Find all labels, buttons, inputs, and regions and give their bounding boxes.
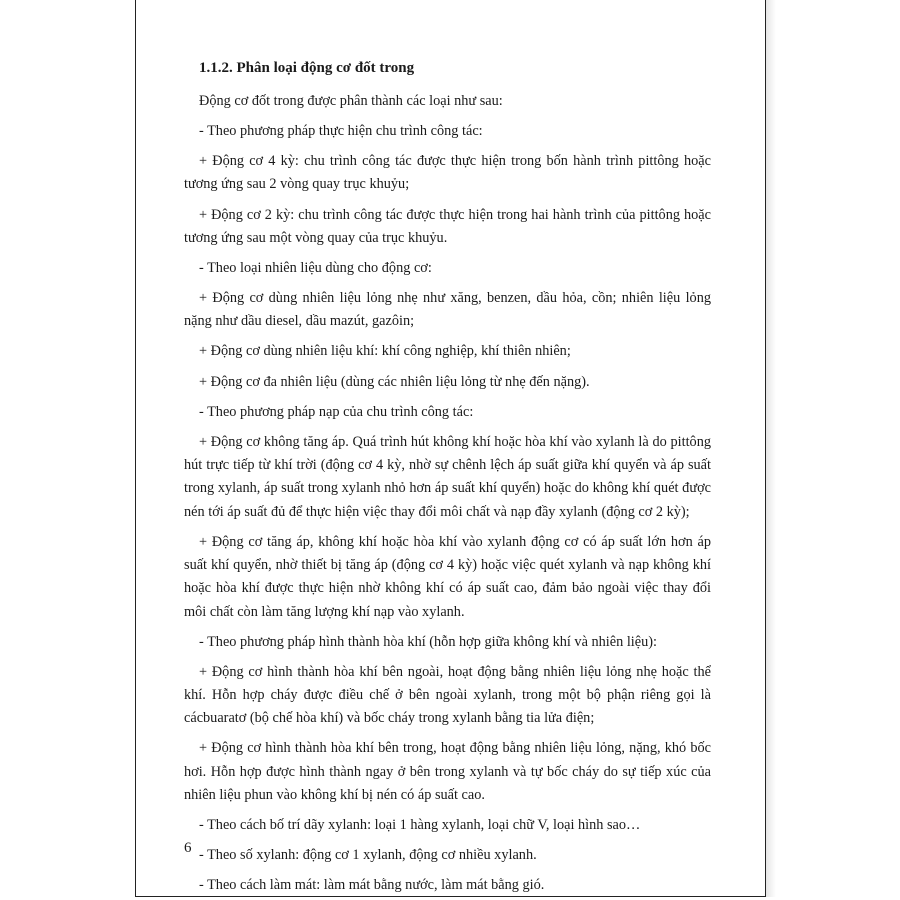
paragraph-by-fuel-type: - Theo loại nhiên liệu dùng cho động cơ: xyxy=(199,259,432,276)
paragraph-by-cooling: - Theo cách làm mát: làm mát bằng nước, làm mát bằng gió. xyxy=(199,877,545,894)
paragraph-by-intake-method: - Theo phương pháp nạp của chu trình công tác: xyxy=(199,403,474,420)
section-heading: 1.1.2. Phân loại động cơ đốt trong xyxy=(199,60,415,76)
paragraph-internal-mixture: + Động cơ hình thành hòa khí bên trong, hoạt động bằng nhiên liệu lỏng, nặng, khó bốc hơi. Hỗn hợp được hình thành ngay ở bên trong xylanh và tự bốc cháy do sự tiếp xúc của nhiên liệu phun vào không khí bị nén có áp suất cao. xyxy=(184,740,711,804)
paragraph-two-stroke: + Động cơ 2 kỳ: chu trình công tác được thực hiện trong hai hành trình của pittông hoặc tương ứng sau một vòng quay của trục khuỷu. xyxy=(184,206,711,246)
paragraph-intro: Động cơ đốt trong được phân thành các loại như sau: xyxy=(199,93,503,109)
paragraph-four-stroke: + Động cơ 4 kỳ: chu trình công tác được thực hiện trong bốn hành trình pittông hoặc tương ứng sau 2 vòng quay trục khuỷu; xyxy=(184,153,711,193)
paragraph-by-cylinder-layout: - Theo cách bố trí dãy xylanh: loại 1 hàng xylanh, loại chữ V, loại hình sao… xyxy=(199,817,641,834)
paragraph-by-mixture-formation: - Theo phương pháp hình thành hòa khí (hỗn hợp giữa không khí và nhiên liệu): xyxy=(199,633,657,650)
page-number: 6 xyxy=(184,840,192,856)
page-content xyxy=(184,56,711,900)
paragraph-liquid-fuel: + Động cơ dùng nhiên liệu lỏng nhẹ như xăng, benzen, dầu hỏa, cồn; nhiên liệu lỏng nặng như dầu diesel, dầu mazút, gazôin; xyxy=(184,290,711,330)
paragraph-turbocharged: + Động cơ tăng áp, không khí hoặc hòa khí vào xylanh động cơ có áp suất lớn hơn áp suất khí quyển, nhờ thiết bị tăng áp (động cơ 4 kỳ) hoặc việc quét xylanh và nạp không khí hoặc hòa khí được thực hiện nhờ không khí có áp suất cao, đảm bảo ngoài việc thay đổi môi chất còn làm tăng lượng khí nạp vào xylanh. xyxy=(184,533,711,620)
paragraph-external-mixture: + Động cơ hình thành hòa khí bên ngoài, hoạt động bằng nhiên liệu lỏng nhẹ hoặc thể khí. Hỗn hợp cháy được điều chế ở bên ngoài xylanh, trong một bộ phận riêng gọi là cácbuaratơ (bộ chế hòa khí) và bốc cháy trong xylanh bằng tia lửa điện; xyxy=(184,663,711,727)
page-edge-shadow xyxy=(766,0,776,897)
paragraph-multi-fuel: + Động cơ đa nhiên liệu (dùng các nhiên liệu lỏng từ nhẹ đến nặng). xyxy=(199,373,590,390)
paragraph-by-cylinder-count: - Theo số xylanh: động cơ 1 xylanh, động cơ nhiều xylanh. xyxy=(199,847,537,864)
paragraph-by-working-cycle: - Theo phương pháp thực hiện chu trình công tác: xyxy=(199,123,483,140)
paragraph-naturally-aspirated: + Động cơ không tăng áp. Quá trình hút không khí hoặc hòa khí vào xylanh là do pittông hút trực tiếp từ khí trời (động cơ 4 kỳ, nhờ sự chênh lệch áp suất giữa khí quyển và áp suất trong xylanh, áp suất trong xylanh nhỏ hơn áp suất khí quyển) hoặc do không khí quét được nén tới áp suất đủ để thực hiện việc thay đổi môi chất và nạp đầy xylanh (động cơ 2 kỳ); xyxy=(184,433,711,520)
paragraph-gas-fuel: + Động cơ dùng nhiên liệu khí: khí công nghiệp, khí thiên nhiên; xyxy=(199,343,571,360)
